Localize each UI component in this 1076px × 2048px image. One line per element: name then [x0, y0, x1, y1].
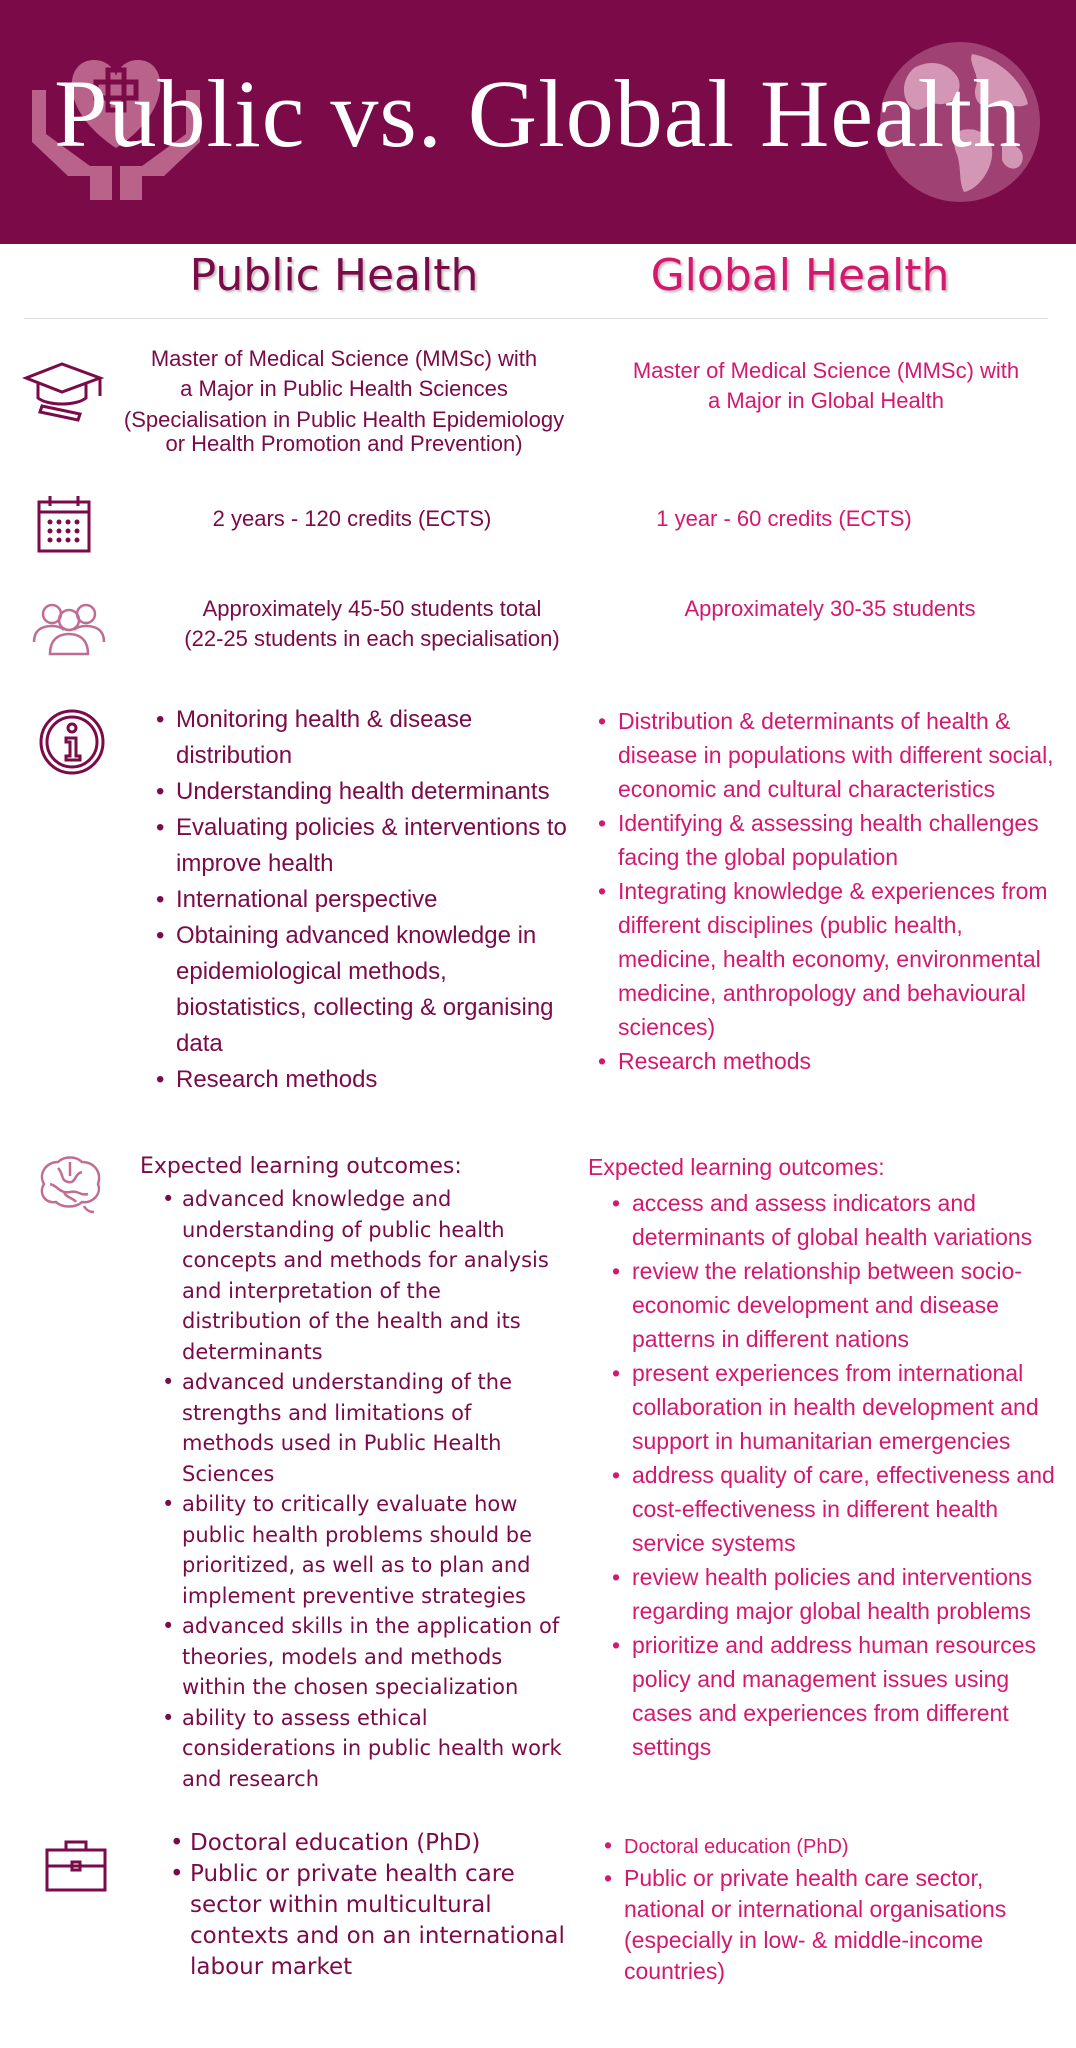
list-item: • Understanding health determinants	[156, 774, 576, 810]
list-item: • Public or private health care sector within multicultural contexts and on an international labour market	[170, 1859, 570, 1983]
public-degree	[112, 344, 576, 456]
public-students-line: (22-25 students in each specialisation)	[184, 626, 560, 651]
people-icon	[28, 598, 110, 656]
public-degree-line: Master of Medical Science (MMSc) with	[150, 346, 538, 371]
global-duration: 1 year - 60 credits (ECTS)	[656, 506, 912, 531]
public-health-title: Public Health	[189, 250, 479, 301]
public-duration: 2 years - 120 credits (ECTS)	[212, 506, 492, 531]
briefcase-icon	[44, 1838, 108, 1894]
global-degree-line: a Major in Global Health	[707, 388, 944, 413]
public-degree-line: (Specialisation in Public Health Epidemiology	[123, 407, 565, 432]
global-content-list	[598, 704, 1058, 1078]
brain-icon	[34, 1154, 104, 1214]
list-item: • Public or private health care sector, national or international organisations (especially in low- & middle-income countries)	[604, 1863, 1064, 1987]
global-degree-line: Master of Medical Science (MMSc) with	[632, 358, 1020, 383]
graduation-cap-icon	[22, 358, 104, 422]
list-item	[604, 1830, 1064, 1863]
list-item: • Evaluating policies & interventions to improve health	[156, 810, 576, 882]
list-item: • Integrating knowledge & experiences from different disciplines (public health, medicine, health economy, environmental medicine, anthropology and behavioural sciences)	[598, 874, 1058, 1044]
list-item: • review health policies and interventions regarding major global health problems	[612, 1560, 1074, 1628]
public-content-list	[156, 702, 576, 1098]
public-outcomes-list	[162, 1184, 562, 1794]
global-students: Approximately 30-35 students	[684, 596, 976, 621]
list-item: • Distribution & determinants of health & disease in populations with different social, economic and cultural characteristics	[598, 704, 1058, 806]
list-item: • advanced knowledge and understanding of public health concepts and methods for analysis and interpretation of the distribution of the health and its determinants	[162, 1184, 562, 1367]
public-degree-line: or Health Promotion and Prevention)	[165, 431, 523, 456]
global-careers-list	[604, 1830, 1064, 1987]
header-banner	[0, 0, 1076, 244]
list-item: • review the relationship between socio-economic development and disease patterns in different nations	[612, 1254, 1074, 1356]
public-students-line: Approximately 45-50 students total	[202, 596, 542, 621]
list-item: • Research methods	[156, 1062, 576, 1098]
public-careers-list	[170, 1828, 570, 1983]
list-item: • access and assess indicators and determinants of global health variations	[612, 1186, 1074, 1254]
global-degree	[586, 356, 1066, 416]
calendar-icon	[36, 494, 92, 554]
list-item: • ability to assess ethical considerations in public health work and research	[162, 1703, 562, 1795]
divider	[24, 318, 1048, 319]
global-outcomes-list	[612, 1186, 1074, 1764]
public-degree-line: a Major in Public Health Sciences	[180, 376, 508, 401]
info-icon	[38, 708, 106, 776]
list-item: • ability to critically evaluate how public health problems should be prioritized, as well as to plan and implement preventive strategies	[162, 1489, 562, 1611]
careers-phd-label: Doctoral education (PhD)	[624, 1836, 849, 1858]
list-item: • advanced skills in the application of theories, models and methods within the chosen specialization	[162, 1611, 562, 1703]
list-item: • Doctoral education (PhD)	[170, 1828, 570, 1859]
list-item: • Research methods	[598, 1044, 1058, 1078]
global-outcomes-heading: Expected learning outcomes:	[588, 1154, 885, 1180]
list-item: • Obtaining advanced knowledge in epidemiological methods, biostatistics, collecting & organising data	[156, 918, 576, 1062]
list-item: • prioritize and address human resources policy and management issues using cases and experiences from different settings	[612, 1628, 1074, 1764]
list-item: • Identifying & assessing health challenges facing the global population	[598, 806, 1058, 874]
list-item: • Monitoring health & disease distribution	[156, 702, 576, 774]
list-item: • advanced understanding of the strengths and limitations of methods used in Public Health Sciences	[162, 1367, 562, 1489]
public-outcomes-heading: Expected learning outcomes:	[140, 1154, 462, 1179]
list-item: • address quality of care, effectiveness and cost-effectiveness in different health service systems	[612, 1458, 1074, 1560]
public-students	[160, 594, 584, 654]
list-item: • International perspective	[156, 882, 576, 918]
list-item: • present experiences from international collaboration in health development and support in humanitarian emergencies	[612, 1356, 1074, 1458]
page-title: Public vs. Global Health	[54, 60, 1022, 167]
global-health-title: Global Health	[650, 250, 950, 301]
